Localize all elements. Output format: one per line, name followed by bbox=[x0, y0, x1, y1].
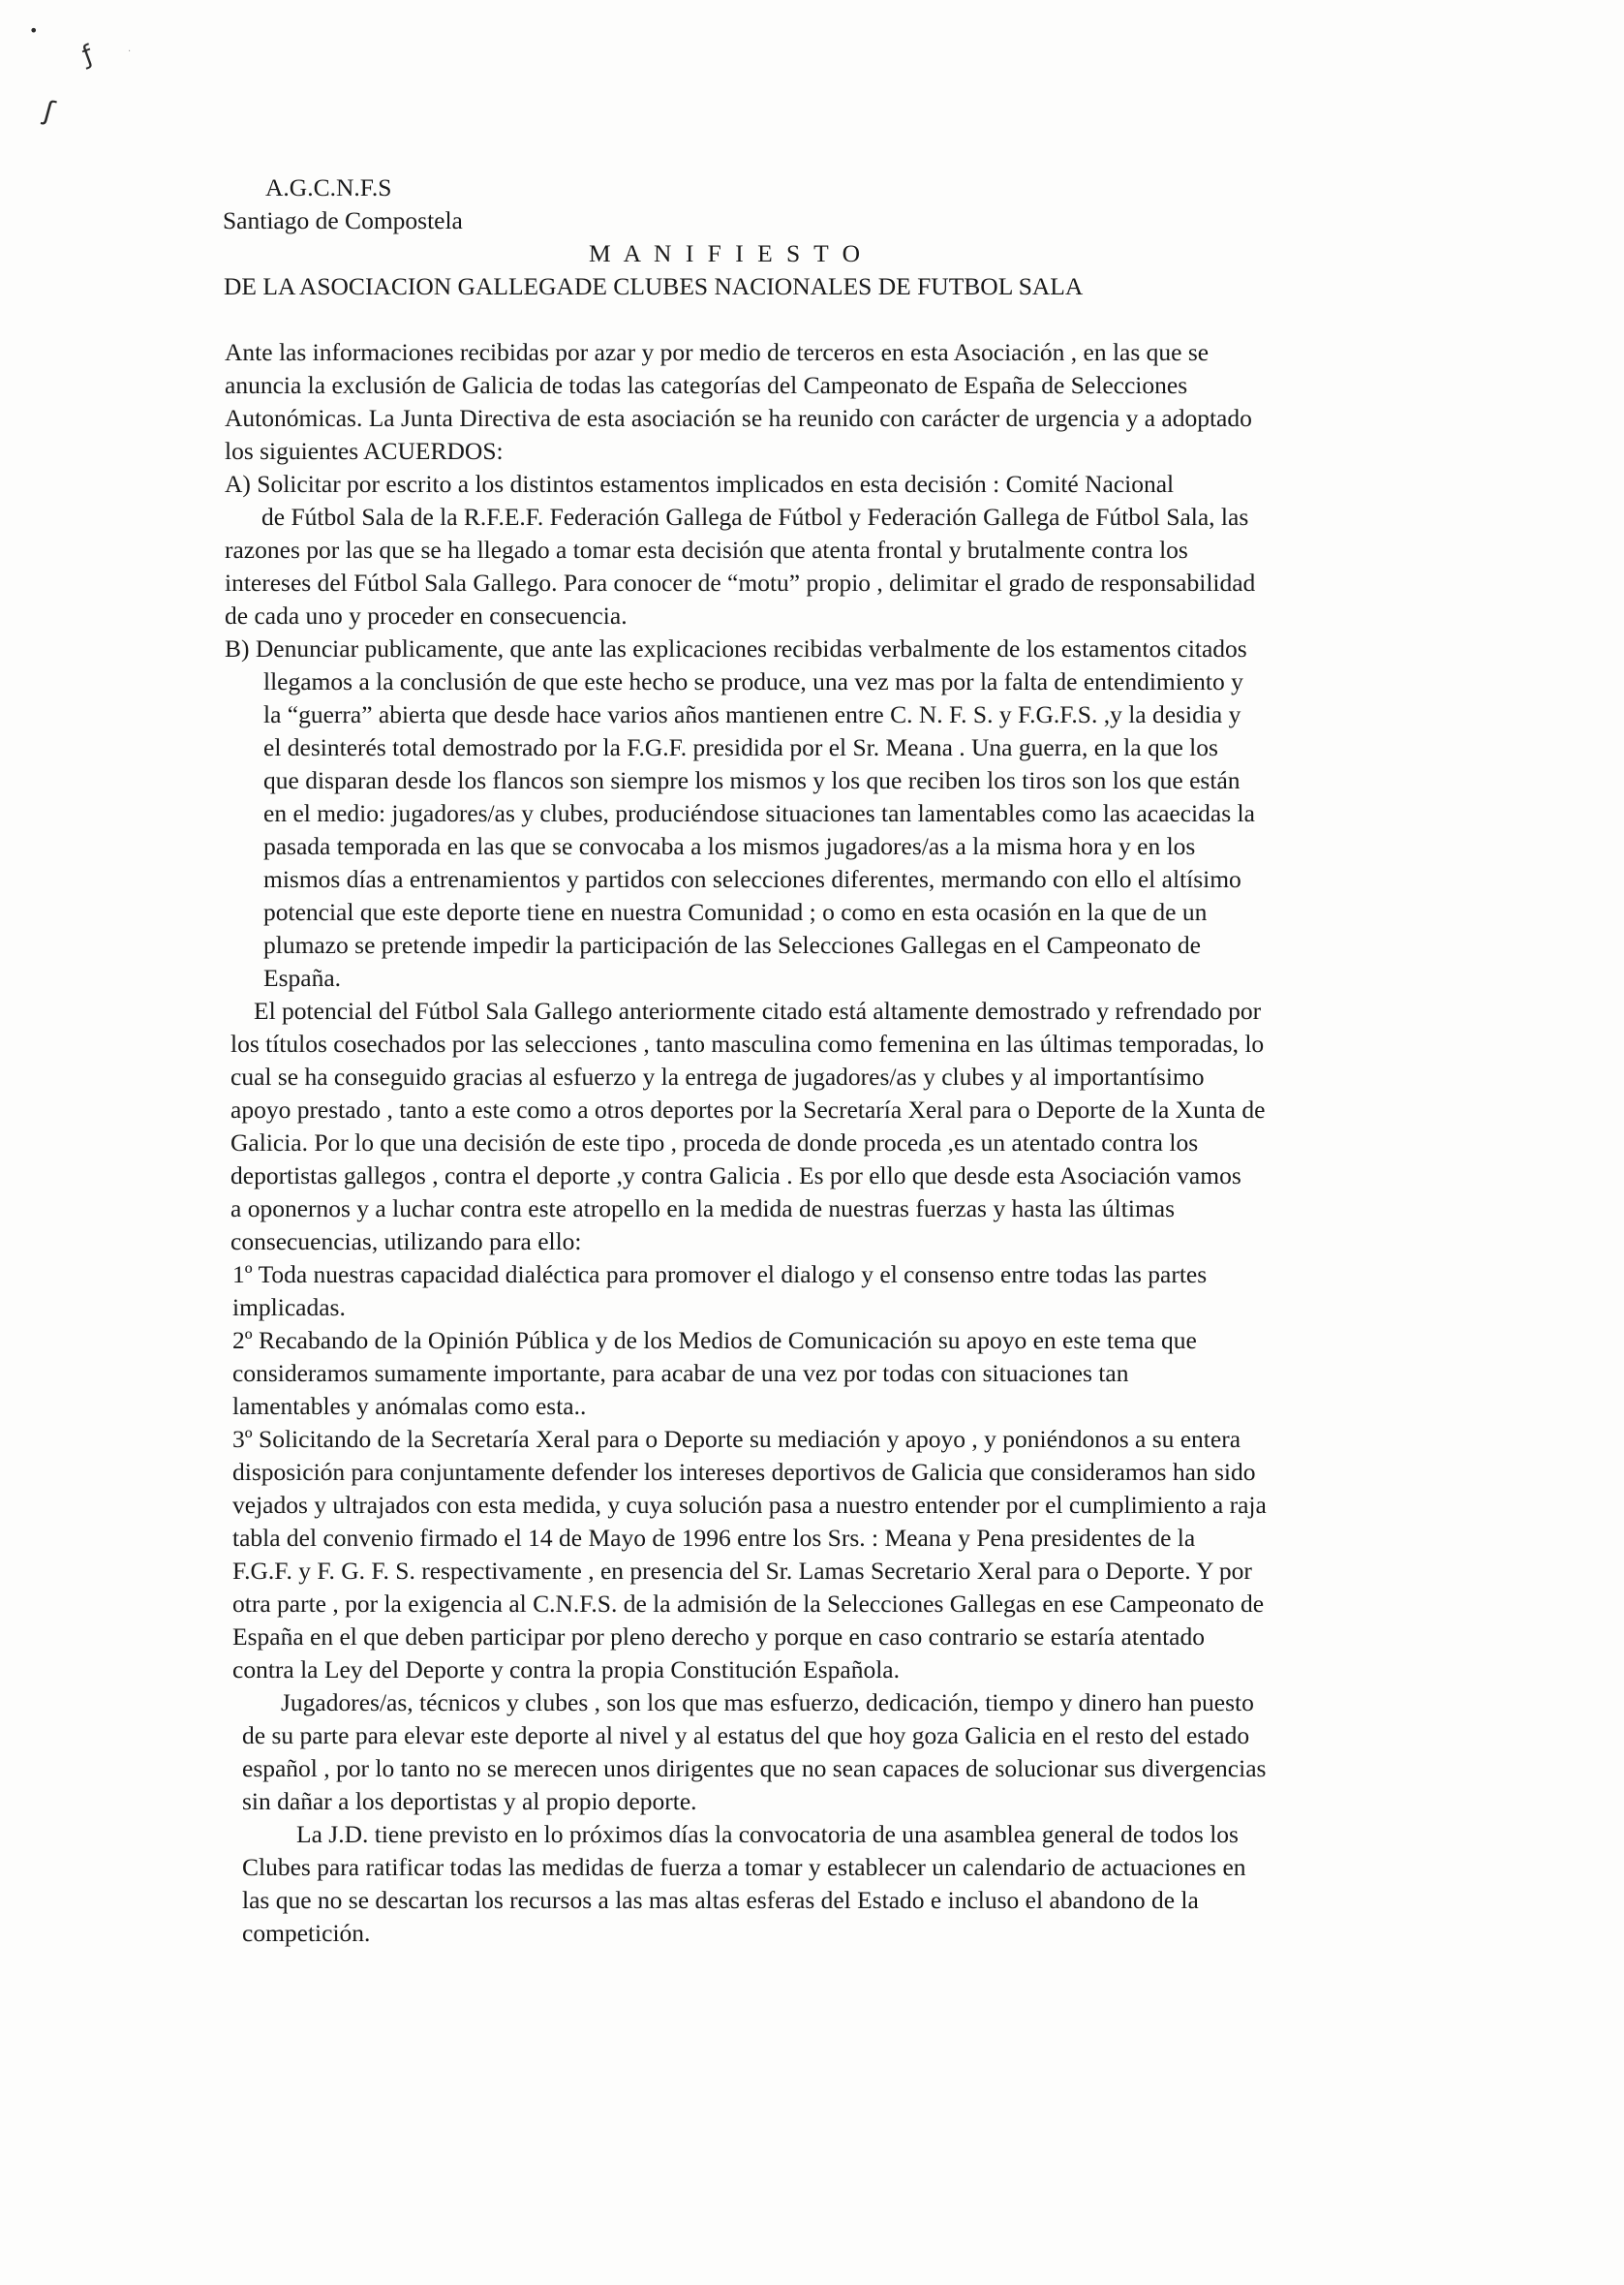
body-line: potencial que este deporte tiene en nuestra Comunidad ; o como en esta ocasión en la que de un bbox=[263, 898, 1208, 926]
body-line: de cada uno y proceder en consecuencia. bbox=[225, 602, 628, 630]
body-line: competición. bbox=[242, 1919, 371, 1947]
body-line: consideramos sumamente importante, para acabar de una vez por todas con situaciones tan bbox=[232, 1359, 1129, 1387]
scan-dot-mark: • bbox=[29, 21, 39, 40]
body-line: España en el que deben participar por pleno derecho y porque en caso contrario se estaría atentado bbox=[232, 1622, 1205, 1651]
body-line: Clubes para ratificar todas las medidas de fuerza a tomar y establecer un calendario de actuaciones en bbox=[242, 1853, 1246, 1881]
body-line: razones por las que se ha llegado a tomar esta decisión que atenta frontal y brutalmente contra los bbox=[225, 536, 1188, 564]
body-line: Jugadores/as, técnicos y clubes , son los que mas esfuerzo, dedicación, tiempo y dinero han puesto bbox=[281, 1688, 1254, 1716]
body-line: de Fútbol Sala de la R.F.E.F. Federación Gallega de Fútbol y Federación Gallega de Fútbol Sala, las bbox=[261, 503, 1249, 531]
body-line: sin dañar a los deportistas y al propio deporte. bbox=[242, 1787, 697, 1815]
body-line: Autonómicas. La Junta Directiva de esta asociación se ha reunido con carácter de urgencia y a adoptado bbox=[225, 404, 1252, 432]
body-line: contra la Ley del Deporte y contra la propia Constitución Española. bbox=[232, 1655, 900, 1683]
body-line: en el medio: jugadores/as y clubes, produciéndose situaciones tan lamentables como las acaecidas la bbox=[263, 799, 1255, 827]
body-line: las que no se descartan los recursos a las mas altas esferas del Estado e incluso el abandono de la bbox=[242, 1886, 1199, 1914]
body-line: apoyo prestado , tanto a este como a otros deportes por la Secretaría Xeral para o Deporte de la Xunta de bbox=[230, 1096, 1266, 1124]
body-line: deportistas gallegos , contra el deporte ,y contra Galicia . Es por ello que desde esta Asociación vamos bbox=[230, 1161, 1241, 1189]
body-line: Ante las informaciones recibidas por azar y por medio de terceros en esta Asociación , en las que se bbox=[225, 338, 1210, 366]
document-subtitle: DE LA ASOCIACION GALLEGADE CLUBES NACIONALES DE FUTBOL SALA bbox=[224, 272, 1084, 300]
body-line: consecuencias, utilizando para ello: bbox=[230, 1227, 582, 1255]
scan-stroke-mark: ƒ bbox=[78, 40, 98, 71]
body-line: La J.D. tiene previsto en lo próximos días la convocatoria de una asamblea general de todos los bbox=[296, 1820, 1239, 1848]
body-line: tabla del convenio firmado el 14 de Mayo de 1996 entre los Srs. : Meana y Pena presidentes de la bbox=[232, 1524, 1196, 1552]
body-line: lamentables y anómalas como esta.. bbox=[232, 1392, 587, 1420]
body-line: anuncia la exclusión de Galicia de todas las categorías del Campeonato de España de Selecciones bbox=[225, 371, 1188, 399]
body-line: otra parte , por la exigencia al C.N.F.S. de la admisión de la Selecciones Gallegas en ese Campeonato de bbox=[232, 1590, 1265, 1618]
body-line: B) Denunciar publicamente, que ante las explicaciones recibidas verbalmente de los estamentos citados bbox=[225, 634, 1247, 663]
body-line: español , por lo tanto no se merecen unos dirigentes que no sean capaces de solucionar sus divergencias bbox=[242, 1754, 1267, 1782]
body-line: pasada temporada en las que se convocaba a los mismos jugadores/as a la misma hora y en los bbox=[263, 832, 1196, 860]
org-abbreviation: A.G.C.N.F.S bbox=[265, 173, 392, 201]
body-line: El potencial del Fútbol Sala Gallego anteriormente citado está altamente demostrado y refrendado por bbox=[254, 997, 1262, 1025]
body-line: que disparan desde los flancos son siempre los mismos y los que reciben los tiros son los que están bbox=[263, 766, 1241, 794]
body-line: cual se ha conseguido gracias al esfuerzo y la entrega de jugadores/as y clubes y al importantísimo bbox=[230, 1063, 1205, 1091]
body-line: F.G.F. y F. G. F. S. respectivamente , en presencia del Sr. Lamas Secretario Xeral para o Deporte. Y por bbox=[232, 1557, 1252, 1585]
body-line: implicadas. bbox=[232, 1293, 346, 1321]
body-line: de su parte para elevar este deporte al nivel y al estatus del que hoy goza Galicia en el resto del estado bbox=[242, 1721, 1250, 1749]
body-line: llegamos a la conclusión de que este hecho se produce, una vez mas por la falta de entendimiento y bbox=[263, 667, 1243, 695]
body-line: plumazo se pretende impedir la participación de las Selecciones Gallegas en el Campeonato de bbox=[263, 931, 1201, 959]
scan-stroke-mark-2: ʃ bbox=[40, 94, 58, 128]
body-line: 2º Recabando de la Opinión Pública y de los Medios de Comunicación su apoyo en este tema que bbox=[232, 1326, 1197, 1354]
scan-speck: · bbox=[128, 46, 132, 57]
body-line: mismos días a entrenamientos y partidos con selecciones diferentes, mermando con ello el altísimo bbox=[263, 865, 1241, 893]
body-line: los títulos cosechados por las selecciones , tanto masculina como femenina en las últimas temporadas, lo bbox=[230, 1030, 1265, 1058]
body-line: 1º Toda nuestras capacidad dialéctica para promover el dialogo y el consenso entre todas las partes bbox=[232, 1260, 1208, 1288]
body-line: a oponernos y a luchar contra este atropello en la medida de nuestras fuerzas y hasta las últimas bbox=[230, 1194, 1176, 1222]
body-line: vejados y ultrajados con esta medida, y cuya solución pasa a nuestro entender por el cumplimiento a raja bbox=[232, 1491, 1267, 1519]
body-line: 3º Solicitando de la Secretaría Xeral para o Deporte su mediación y apoyo , y poniéndonos a su entera bbox=[232, 1425, 1241, 1453]
document-title: M A N I F I E S T O bbox=[589, 239, 865, 267]
body-line: intereses del Fútbol Sala Gallego. Para conocer de “motu” propio , delimitar el grado de responsabilidad bbox=[225, 569, 1256, 597]
body-line: el desinterés total demostrado por la F.G.F. presidida por el Sr. Meana . Una guerra, en la que los bbox=[263, 733, 1218, 761]
body-line: Galicia. Por lo que una decisión de este tipo , proceda de donde proceda ,es un atentado contra los bbox=[230, 1128, 1199, 1157]
body-line: los siguientes ACUERDOS: bbox=[225, 437, 504, 465]
body-line: España. bbox=[263, 964, 342, 992]
body-line: la “guerra” abierta que desde hace varios años mantienen entre C. N. F. S. y F.G.F.S. ,y la desidia y bbox=[263, 700, 1241, 728]
body-line: disposición para conjuntamente defender los intereses deportivos de Galicia que consideramos han sido bbox=[232, 1458, 1256, 1486]
city-name: Santiago de Compostela bbox=[223, 206, 463, 234]
body-line: A) Solicitar por escrito a los distintos estamentos implicados en esta decisión : Comité Nacional bbox=[225, 470, 1175, 498]
